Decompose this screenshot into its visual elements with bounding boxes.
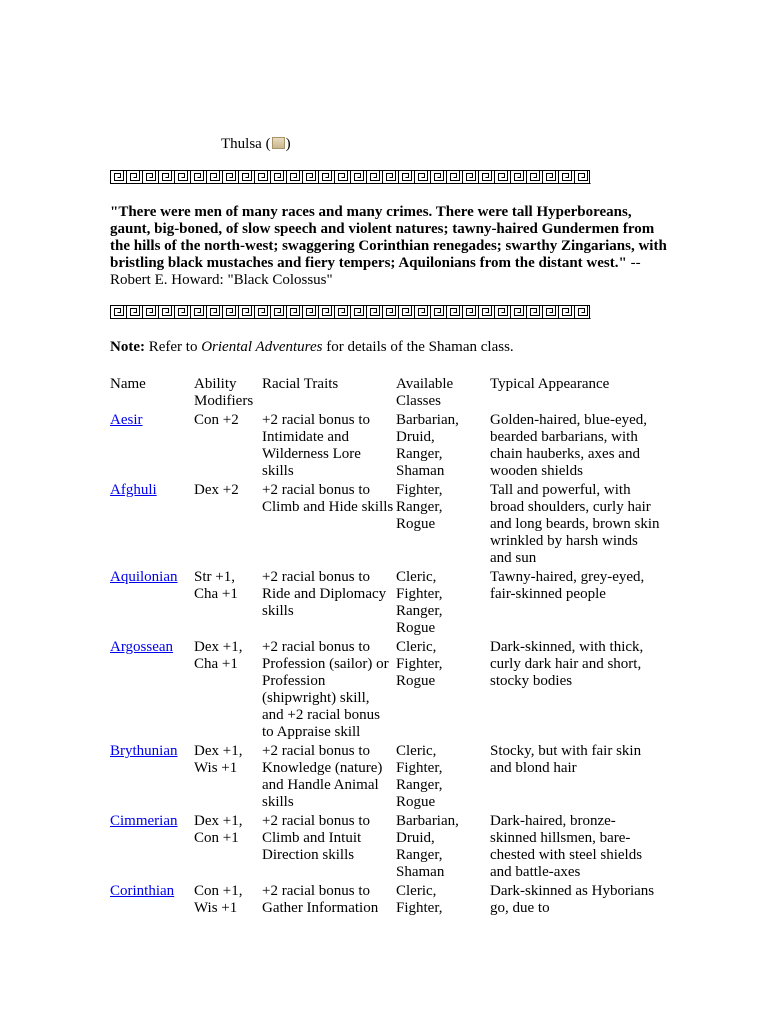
race-name-cell xyxy=(110,639,192,741)
table-row xyxy=(110,482,662,567)
typical-appearance-cell: Dark-skinned, with thick, curly dark hair and short, stocky bodies xyxy=(490,639,644,689)
ability-modifiers-cell: Dex +2 xyxy=(194,482,239,498)
race-name-cell xyxy=(110,412,192,480)
race-link-brythunian[interactable]: Brythunian xyxy=(110,743,178,759)
available-classes-cell: Cleric, Fighter, Rogue xyxy=(396,639,443,689)
available-classes-cell: Fighter, Ranger, Rogue xyxy=(396,482,443,532)
race-link-aquilonian[interactable]: Aquilonian xyxy=(110,569,178,585)
header-racial-traits: Racial Traits xyxy=(262,376,339,392)
typical-appearance-cell: Stocky, but with fair skin and blond hair xyxy=(490,743,642,776)
note-label: Note: xyxy=(110,339,145,355)
ability-modifiers-cell: Dex +1, Con +1 xyxy=(194,813,243,846)
race-link-aesir[interactable]: Aesir xyxy=(110,412,143,428)
typical-appearance-cell: Tall and powerful, with broad shoulders, curly hair and long beards, brown skin wrinkled by harsh winds and sun xyxy=(490,482,660,566)
available-classes-cell: Barbarian, Druid, Ranger, Shaman xyxy=(396,813,459,880)
race-link-argossean[interactable]: Argossean xyxy=(110,639,174,655)
table-row xyxy=(110,412,662,480)
greek-key-divider-top xyxy=(110,170,591,184)
race-name-cell xyxy=(110,743,192,811)
table-row xyxy=(110,883,662,917)
available-classes-cell: Cleric, Fighter, Ranger, Rogue xyxy=(396,743,443,810)
available-classes-cell: Cleric, Fighter, xyxy=(396,883,443,916)
note-paragraph: Note: Refer to Oriental Adventures for details of the Shaman class. xyxy=(110,339,514,355)
available-classes-cell: Barbarian, Druid, Ranger, Shaman xyxy=(396,412,459,479)
quote-text: "There were men of many races and many crimes. There were tall Hyperboreans, gaunt, big-boned, of slow speech and violent natures; tawny-haired Gundermen from the hills of the north-west; swaggering Corinthian renegades; swarthy Zingarians, with bristling black mustaches and fiery tempers; Aquilonians from the distant west." xyxy=(110,204,667,271)
racial-traits-cell: +2 racial bonus to Intimidate and Wilderness Lore skills xyxy=(262,412,371,479)
book-title: Oriental Adventures xyxy=(201,339,323,355)
race-link-corinthian[interactable]: Corinthian xyxy=(110,883,175,899)
racial-traits-cell: +2 racial bonus to Profession (sailor) or Profession (shipwright) skill, and +2 racial bonus to Appraise skill xyxy=(262,639,389,740)
table-row xyxy=(110,743,662,811)
ability-modifiers-cell: Str +1, Cha +1 xyxy=(194,569,238,602)
racial-traits-cell: +2 racial bonus to Ride and Diplomacy skills xyxy=(262,569,387,619)
ability-modifiers-cell: Con +1, Wis +1 xyxy=(194,883,243,916)
quote-attribution: -- Robert E. Howard: "Black Colossus" xyxy=(110,255,641,288)
typical-appearance-cell: Dark-skinned as Hyborians go, due to xyxy=(490,883,655,916)
table-row xyxy=(110,813,662,881)
page-title: Thulsa xyxy=(221,136,262,152)
broken-image-icon xyxy=(272,137,285,149)
typical-appearance-cell: Golden-haired, blue-eyed, bearded barbarians, with chain hauberks, axes and wooden shields xyxy=(490,412,648,479)
table-row xyxy=(110,569,662,637)
header-typical-appearance: Typical Appearance xyxy=(490,376,610,392)
available-classes-cell: Cleric, Fighter, Ranger, Rogue xyxy=(396,569,443,636)
racial-traits-cell: +2 racial bonus to Knowledge (nature) and Handle Animal skills xyxy=(262,743,383,810)
races-table xyxy=(108,374,664,919)
typical-appearance-cell: Dark-haired, bronze-skinned hillsmen, bare-chested with steel shields and battle-axes xyxy=(490,813,643,880)
header-name: Name xyxy=(110,376,146,392)
race-link-cimmerian[interactable]: Cimmerian xyxy=(110,813,178,829)
table-row xyxy=(110,639,662,741)
race-name-cell xyxy=(110,482,192,567)
epigraph-quote xyxy=(110,204,670,289)
ability-modifiers-cell: Dex +1, Wis +1 xyxy=(194,743,243,776)
race-name-cell xyxy=(110,569,192,637)
racial-traits-cell: +2 racial bonus to Climb and Intuit Direction skills xyxy=(262,813,371,863)
header-ability-modifiers: Ability Modifiers xyxy=(194,376,254,409)
greek-key-divider-bottom xyxy=(110,305,591,319)
page-header: Thulsa ( ) xyxy=(221,136,291,152)
header-available-classes: Available Classes xyxy=(396,376,454,409)
racial-traits-cell: +2 racial bonus to Climb and Hide skills xyxy=(262,482,394,515)
ability-modifiers-cell: Dex +1, Cha +1 xyxy=(194,639,243,672)
racial-traits-cell: +2 racial bonus to Gather Information xyxy=(262,883,379,916)
race-name-cell xyxy=(110,883,192,917)
race-link-afghuli[interactable]: Afghuli xyxy=(110,482,157,498)
race-name-cell xyxy=(110,813,192,881)
table-header-row xyxy=(110,376,662,410)
ability-modifiers-cell: Con +2 xyxy=(194,412,239,428)
typical-appearance-cell: Tawny-haired, grey-eyed, fair-skinned people xyxy=(490,569,645,602)
